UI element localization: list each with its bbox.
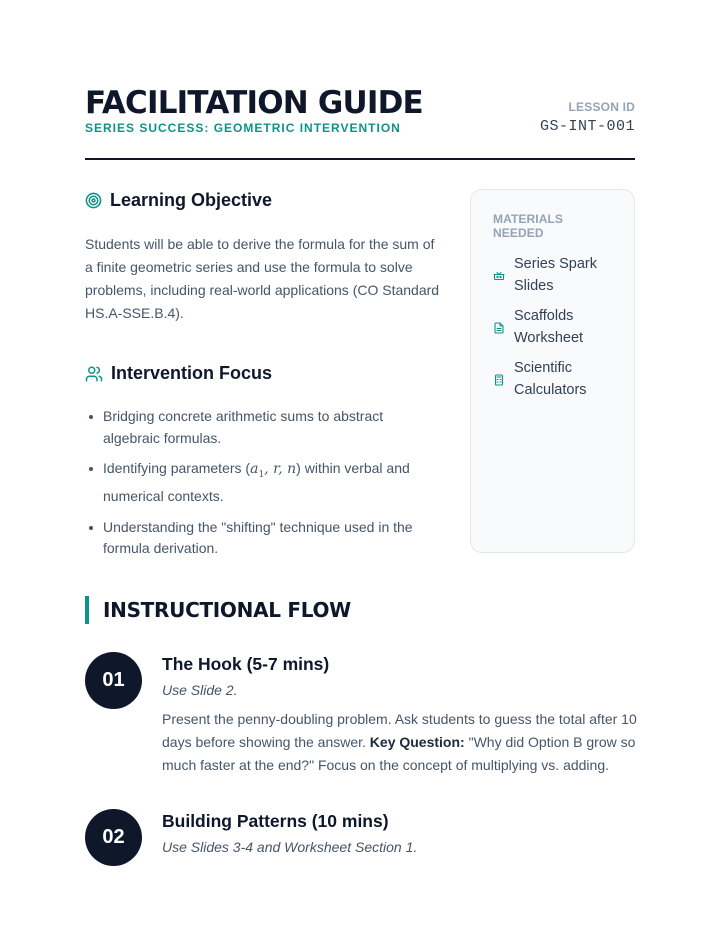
flow-step-1 bbox=[85, 652, 635, 782]
lesson-id-value: GS-INT-001 bbox=[539, 118, 635, 135]
param-a-subscript: 1 bbox=[258, 469, 265, 480]
material-text: Series Spark Slides bbox=[514, 256, 598, 294]
list-item: Bridging concrete arithmetic sums to abstract algebraic formulas. bbox=[85, 406, 430, 449]
key-question-label: Key Question: bbox=[369, 734, 465, 750]
intervention-focus-title: Intervention Focus bbox=[111, 363, 273, 383]
instructional-flow-title: INSTRUCTIONAL FLOW bbox=[103, 598, 351, 622]
step-body bbox=[162, 652, 637, 777]
material-item bbox=[493, 306, 612, 349]
step-slide-note: Use Slide 2. bbox=[162, 682, 238, 698]
step-number-badge: 01 bbox=[85, 652, 142, 709]
intervention-focus-list bbox=[85, 406, 430, 569]
document-icon bbox=[493, 322, 505, 334]
list-item-text: ) within verbal and numerical contexts. bbox=[103, 460, 410, 505]
instructional-flow-heading bbox=[85, 596, 351, 624]
material-item bbox=[493, 358, 612, 401]
page-title: FACILITATION GUIDE bbox=[85, 85, 423, 121]
list-item bbox=[85, 458, 430, 508]
param-a: a bbox=[250, 461, 259, 477]
target-icon bbox=[85, 192, 102, 209]
intervention-focus-heading bbox=[85, 363, 272, 384]
materials-card bbox=[470, 189, 635, 553]
step-description bbox=[162, 708, 637, 777]
learning-objective-text: Students will be able to derive the formula for the sum of a finite geometric series and use the formula to solve problems, including real-world applications (CO Standard HS.A-SSE.B.4). bbox=[85, 236, 440, 321]
calculator-icon bbox=[493, 374, 505, 386]
list-item-text: Identifying parameters ( bbox=[103, 460, 251, 476]
step-number-badge: 02 bbox=[85, 809, 142, 866]
list-item: Understanding the "shifting" technique used in the formula derivation. bbox=[85, 517, 430, 560]
step-description-text: Present the penny-doubling problem. Ask students to guess the total after 10 days before showing the answer. bbox=[162, 711, 637, 750]
step-title: The Hook (5-7 mins) bbox=[162, 654, 330, 674]
param-n: n bbox=[287, 461, 297, 477]
param-r: r bbox=[273, 461, 279, 477]
step-title: Building Patterns (10 mins) bbox=[162, 811, 389, 831]
material-item bbox=[493, 254, 612, 297]
header bbox=[85, 86, 635, 160]
page-subtitle: SERIES SUCCESS: GEOMETRIC INTERVENTION bbox=[85, 121, 401, 135]
step-description-text: "Why did Option B grow so much faster at the end?" Focus on the concept of multiplying vs. adding. bbox=[162, 734, 636, 773]
learning-objective-heading bbox=[85, 190, 272, 211]
flow-step-2 bbox=[85, 809, 635, 879]
step-body bbox=[162, 809, 637, 857]
lesson-id-label: LESSON ID bbox=[568, 100, 635, 114]
parameters-formula: $a_1$, r, n bbox=[250, 461, 297, 480]
presentation-icon bbox=[493, 270, 505, 282]
material-text: Scientific Calculators bbox=[514, 360, 587, 398]
users-icon bbox=[85, 365, 103, 383]
learning-objective-title: Learning Objective bbox=[110, 190, 273, 210]
step-slide-note: Use Slides 3-4 and Worksheet Section 1. bbox=[162, 839, 418, 855]
material-text: Scaffolds Worksheet bbox=[514, 308, 584, 346]
materials-label: MATERIALS NEEDED bbox=[493, 212, 564, 240]
